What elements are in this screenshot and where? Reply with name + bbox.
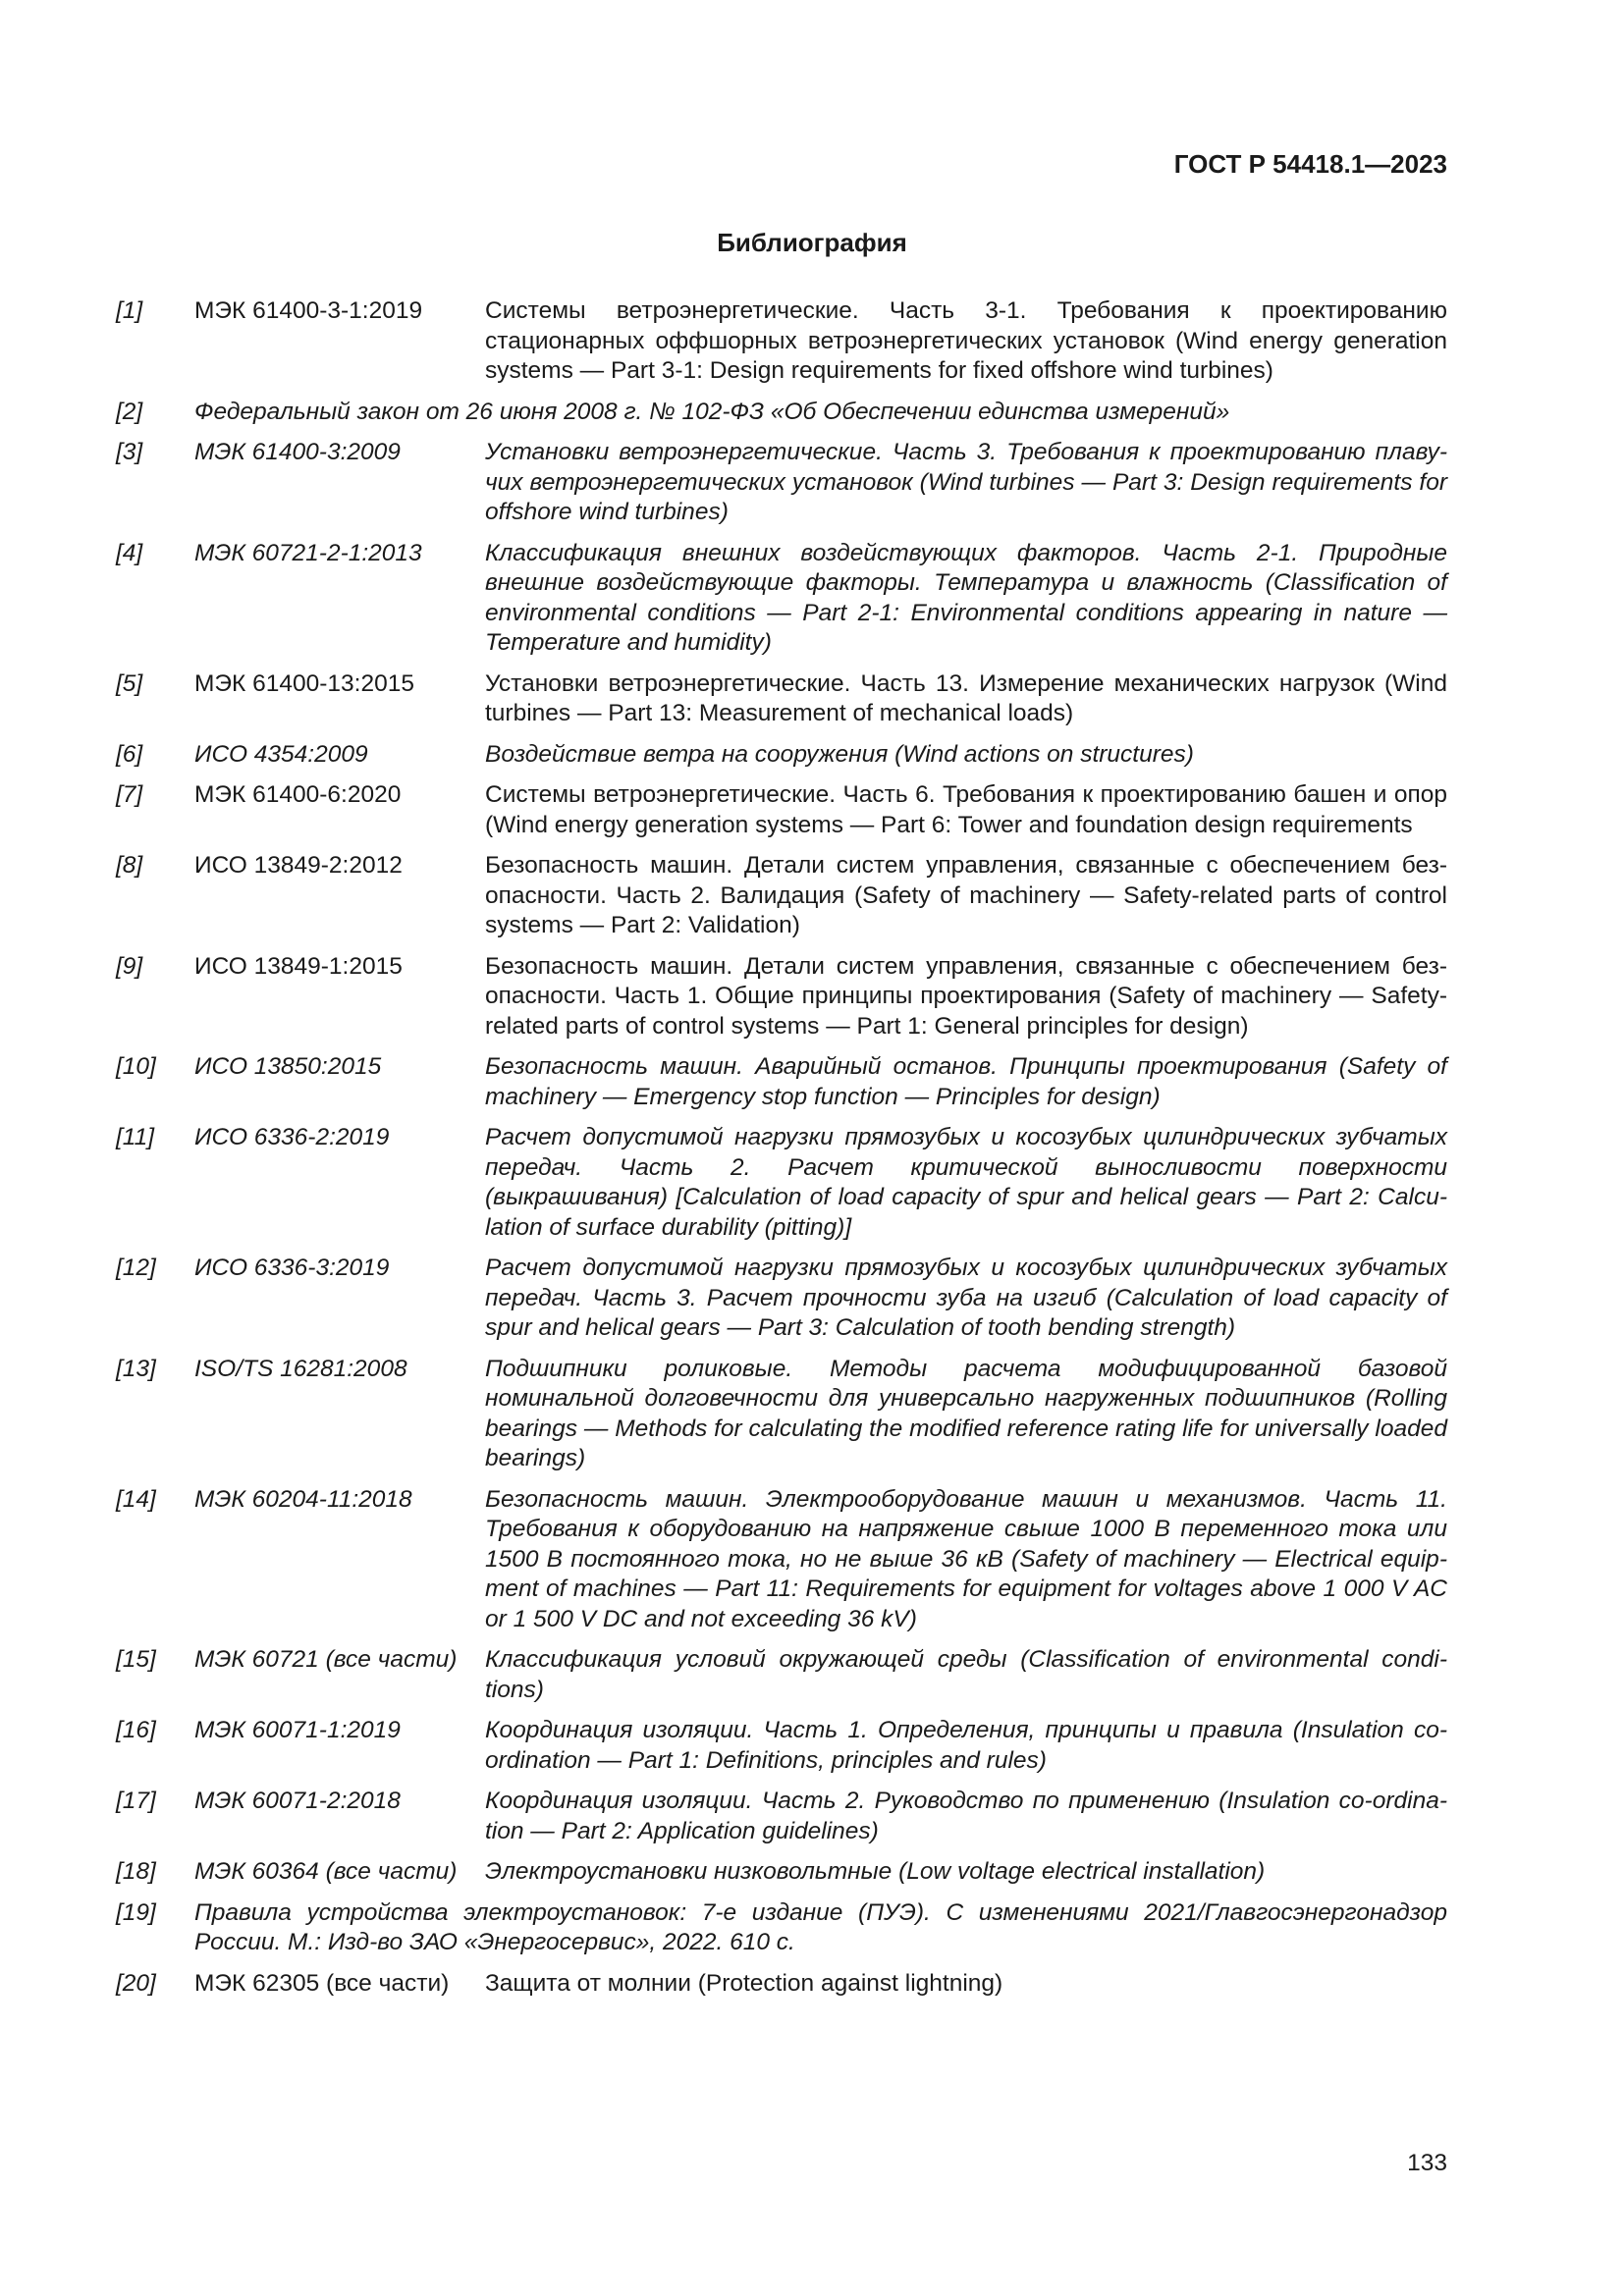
entry-number: [6] bbox=[116, 740, 143, 768]
entry-code: ИСО 6336-2:2019 bbox=[194, 1124, 390, 1150]
bibliography-entry-2 bbox=[116, 398, 1447, 428]
entry-code: ИСО 13849-2:2012 bbox=[194, 852, 403, 879]
entry-number: [17] bbox=[116, 1788, 156, 1814]
entry-title: Системы ветроэнергетические. Часть 3-1. Требования к проектированию стационарных оффшорных ветроэнергетических установок (Wind energy generation systems — Part 3-1: Design requirements for fixed offshore wind turbines) bbox=[485, 297, 1447, 384]
entry-title: Воздействие ветра на сооружения (Wind actions on structures) bbox=[485, 740, 1194, 768]
entry-title: Электроустановки низковольтные (Low voltage electrical installation) bbox=[485, 1858, 1266, 1885]
entry-code: МЭК 61400-3:2009 bbox=[194, 439, 401, 465]
bibliography-entry-20 bbox=[116, 1969, 1447, 2000]
entry-code: МЭК 60071-1:2019 bbox=[194, 1717, 401, 1743]
bibliography-entry-3 bbox=[116, 438, 1447, 528]
entry-code: ИСО 4354:2009 bbox=[194, 740, 368, 768]
bibliography-entry-11 bbox=[116, 1123, 1447, 1243]
bibliography-entry-5 bbox=[116, 669, 1447, 729]
page-number: 133 bbox=[1407, 2150, 1447, 2176]
entry-number: [16] bbox=[116, 1717, 156, 1743]
entry-title: Расчет допустимой нагрузки прямозубых и косозубых цилиндрических зубчатых передач. Часть 2. Расчет критической выносливости поверхности (выкрашивания) [Calculation of load capacity of spur and helical gears — Part 2: Calculation of surface durability (pitting)] bbox=[485, 1124, 1447, 1241]
document-code: ГОСТ Р 54418.1—2023 bbox=[1173, 149, 1447, 179]
entry-title: Классификация внешних воздействующих факторов. Часть 2-1. Природные внешние воздействующие факторы. Температура и влажность (Classification of environmental conditions — Part 2-1: Environmental conditions appearing in nature — Temperature and humidity) bbox=[485, 539, 1447, 656]
entry-number: [18] bbox=[116, 1858, 156, 1885]
entry-number: [10] bbox=[116, 1053, 156, 1080]
bibliography-entry-4 bbox=[116, 539, 1447, 659]
entry-title: Защита от молнии (Protection against lightning) bbox=[485, 1969, 1003, 1997]
entry-code: ИСО 13850:2015 bbox=[194, 1053, 382, 1080]
entry-number: [20] bbox=[116, 1969, 156, 1997]
bibliography-entry-19 bbox=[116, 1898, 1447, 1958]
entry-code: МЭК 62305 (все части) bbox=[194, 1969, 450, 1997]
entry-number: [12] bbox=[116, 1255, 156, 1281]
entry-title: Безопасность машин. Электрооборудование машин и механизмов. Часть 11. Требования к оборудованию на напряжение свыше 1000 В переменного тока или 1500 В постоянного тока, но не выше 36 кВ (Safety of machinery — Electrical equipment of machines — Part 11: Requirements for equipment for voltages above 1 000 V AC or 1 500 V DC and not exceeding 36 kV) bbox=[485, 1485, 1447, 1632]
entry-code: МЭК 60204-11:2018 bbox=[194, 1485, 412, 1513]
bibliography-list bbox=[116, 296, 1447, 2009]
entry-number: [19] bbox=[116, 1898, 156, 1926]
entry-code: МЭК 61400-13:2015 bbox=[194, 669, 414, 697]
bibliography-entry-1 bbox=[116, 296, 1447, 387]
entry-title: Федеральный закон от 26 июня 2008 г. № 102-ФЗ «Об Обеспечении единства измерений» bbox=[194, 398, 1230, 425]
bibliography-entry-8 bbox=[116, 851, 1447, 941]
entry-number: [5] bbox=[116, 669, 143, 697]
entry-code: МЭК 61400-3-1:2019 bbox=[194, 297, 423, 324]
entry-number: [8] bbox=[116, 852, 143, 879]
entry-title: Правила устройства электроустановок: 7-е издание (ПУЭ). С изменениями 2021/Главгосэнергонадзор России. М.: Изд-во ЗАО «Энергосервис», 2022. 610 с. bbox=[194, 1898, 1447, 1955]
bibliography-entry-15 bbox=[116, 1645, 1447, 1705]
entry-title: Координация изоляции. Часть 2. Руководство по применению (Insulation co-ordination — Part 2: Application guidelines) bbox=[485, 1788, 1447, 1844]
entry-title: Установки ветроэнергетические. Часть 3. Требования к проектированию плавучих ветроэнергетических установок (Wind turbines — Part 3: Design requirements for offshore wind turbines) bbox=[485, 439, 1447, 525]
entry-title: Классификация условий окружающей среды (Classification of environmental conditions) bbox=[485, 1646, 1447, 1703]
entry-number: [14] bbox=[116, 1485, 156, 1513]
entry-number: [11] bbox=[116, 1124, 155, 1150]
bibliography-entry-6 bbox=[116, 740, 1447, 771]
entry-title: Установки ветроэнергетические. Часть 13. Измерение механических нагрузок (Wind turbines — Part 13: Measurement of mechanical loads) bbox=[485, 669, 1447, 726]
entry-title: Расчет допустимой нагрузки прямозубых и косозубых цилиндрических зубчатых передач. Часть 3. Расчет прочности зуба на изгиб (Calculation of load capacity of spur and helical gears — Part 3: Calculation of tooth bending strength) bbox=[485, 1255, 1447, 1341]
bibliography-entry-9 bbox=[116, 952, 1447, 1042]
entry-code: МЭК 60071-2:2018 bbox=[194, 1788, 401, 1814]
entry-number: [2] bbox=[116, 398, 143, 425]
bibliography-entry-17 bbox=[116, 1787, 1447, 1846]
bibliography-entry-14 bbox=[116, 1485, 1447, 1635]
entry-code: МЭК 61400-6:2020 bbox=[194, 781, 402, 808]
entry-number: [3] bbox=[116, 439, 143, 465]
entry-code: ИСО 6336-3:2019 bbox=[194, 1255, 390, 1281]
entry-number: [1] bbox=[116, 297, 143, 324]
bibliography-entry-18 bbox=[116, 1857, 1447, 1888]
bibliography-entry-7 bbox=[116, 780, 1447, 840]
entry-number: [4] bbox=[116, 539, 143, 566]
page-title: Библиография bbox=[717, 228, 907, 257]
entry-number: [9] bbox=[116, 952, 143, 980]
entry-title: Безопасность машин. Детали систем управления, связанные с обеспечением безопасности. Часть 1. Общие принципы проектирования (Safety of machinery — Safety-related parts of control systems — Part 1: General principles for design) bbox=[485, 952, 1447, 1040]
entry-number: [13] bbox=[116, 1355, 156, 1382]
entry-code: МЭК 60721 (все части) bbox=[194, 1646, 458, 1673]
entry-code: ИСО 13849-1:2015 bbox=[194, 952, 403, 980]
entry-title: Безопасность машин. Аварийный останов. Принципы проектирования (Safety of machinery — Emergency stop function — Principles for design) bbox=[485, 1053, 1447, 1110]
bibliography-entry-10 bbox=[116, 1052, 1447, 1112]
bibliography-entry-12 bbox=[116, 1254, 1447, 1344]
entry-title: Координация изоляции. Часть 1. Определения, принципы и правила (Insulation co-ordination — Part 1: Definitions, principles and rules) bbox=[485, 1717, 1447, 1774]
entry-title: Безопасность машин. Детали систем управления, связанные с обеспечением безопасности. Часть 2. Валидация (Safety of machinery — Safety-related parts of control systems — Part 2: Validation) bbox=[485, 852, 1447, 938]
entry-code: МЭК 60721-2-1:2013 bbox=[194, 539, 422, 566]
bibliography-entry-13 bbox=[116, 1355, 1447, 1474]
entry-number: [7] bbox=[116, 781, 143, 808]
entry-code: ISO/TS 16281:2008 bbox=[194, 1355, 407, 1382]
entry-number: [15] bbox=[116, 1646, 156, 1673]
entry-title: Подшипники роликовые. Методы расчета модифицированной базовой номинальной долговечности для универсально нагруженных подшипников (Rolling bearings — Methods for calculating the modified reference rating life for universally loaded bearings) bbox=[485, 1355, 1447, 1471]
entry-title: Системы ветроэнергетические. Часть 6. Требования к проектированию башен и опор (Wind energy generation systems — Part 6: Tower and foundation design requirements bbox=[485, 781, 1447, 838]
entry-code: МЭК 60364 (все части) bbox=[194, 1858, 458, 1885]
bibliography-entry-16 bbox=[116, 1716, 1447, 1776]
